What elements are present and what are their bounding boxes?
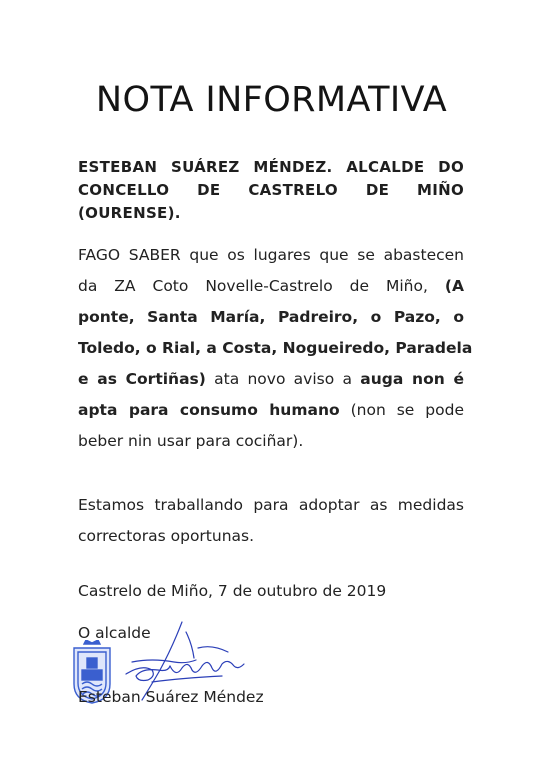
measures-line-2: correctoras oportunas. — [78, 527, 255, 545]
paragraph-line-7: beber nin usar para cociñar). — [78, 432, 304, 450]
paragraph-line-5 — [78, 370, 464, 388]
paragraph-line-3 — [78, 308, 464, 326]
measures-line-1: Estamos traballando para adoptar as medidas — [78, 496, 464, 514]
paragraph-line-5a: e as Cortiñas) — [78, 370, 206, 388]
paragraph-line-4-bold: Toledo, o Rial, a Costa, Nogueiredo, Paradela — [78, 339, 473, 357]
paragraph-line-4 — [78, 339, 473, 357]
paragraph-line-1: FAGO SABER que os lugares que se abastecen — [78, 246, 464, 264]
signoff-name: Esteban Suárez Méndez — [78, 688, 264, 706]
paragraph-line-2a: da ZA Coto Novelle-Castrelo de Miño, — [78, 277, 428, 295]
date-line: Castrelo de Miño, 7 de outubro de 2019 — [78, 582, 387, 600]
header-line-1: ESTEBAN SUÁREZ MÉNDEZ. ALCALDE DO — [78, 158, 464, 176]
paragraph-line-6b: (non se pode — [350, 401, 464, 419]
paragraph-line-5c: auga non é — [360, 370, 464, 388]
paragraph-line-6 — [78, 401, 464, 419]
paragraph-line-6a: apta para consumo humano — [78, 401, 340, 419]
document-title: NOTA INFORMATIVA — [95, 80, 448, 120]
header-line-3: (OURENSE). — [78, 204, 181, 222]
paragraph-line-2 — [78, 277, 464, 295]
paragraph-line-2b: (A — [444, 277, 464, 295]
header-line-2: CONCELLO DE CASTRELO DE MIÑO — [78, 181, 464, 199]
paragraph-line-3-bold: ponte, Santa María, Padreiro, o Pazo, o — [78, 308, 464, 326]
paragraph-line-5b: ata novo aviso a — [214, 370, 352, 388]
signoff-role: O alcalde — [78, 624, 151, 642]
